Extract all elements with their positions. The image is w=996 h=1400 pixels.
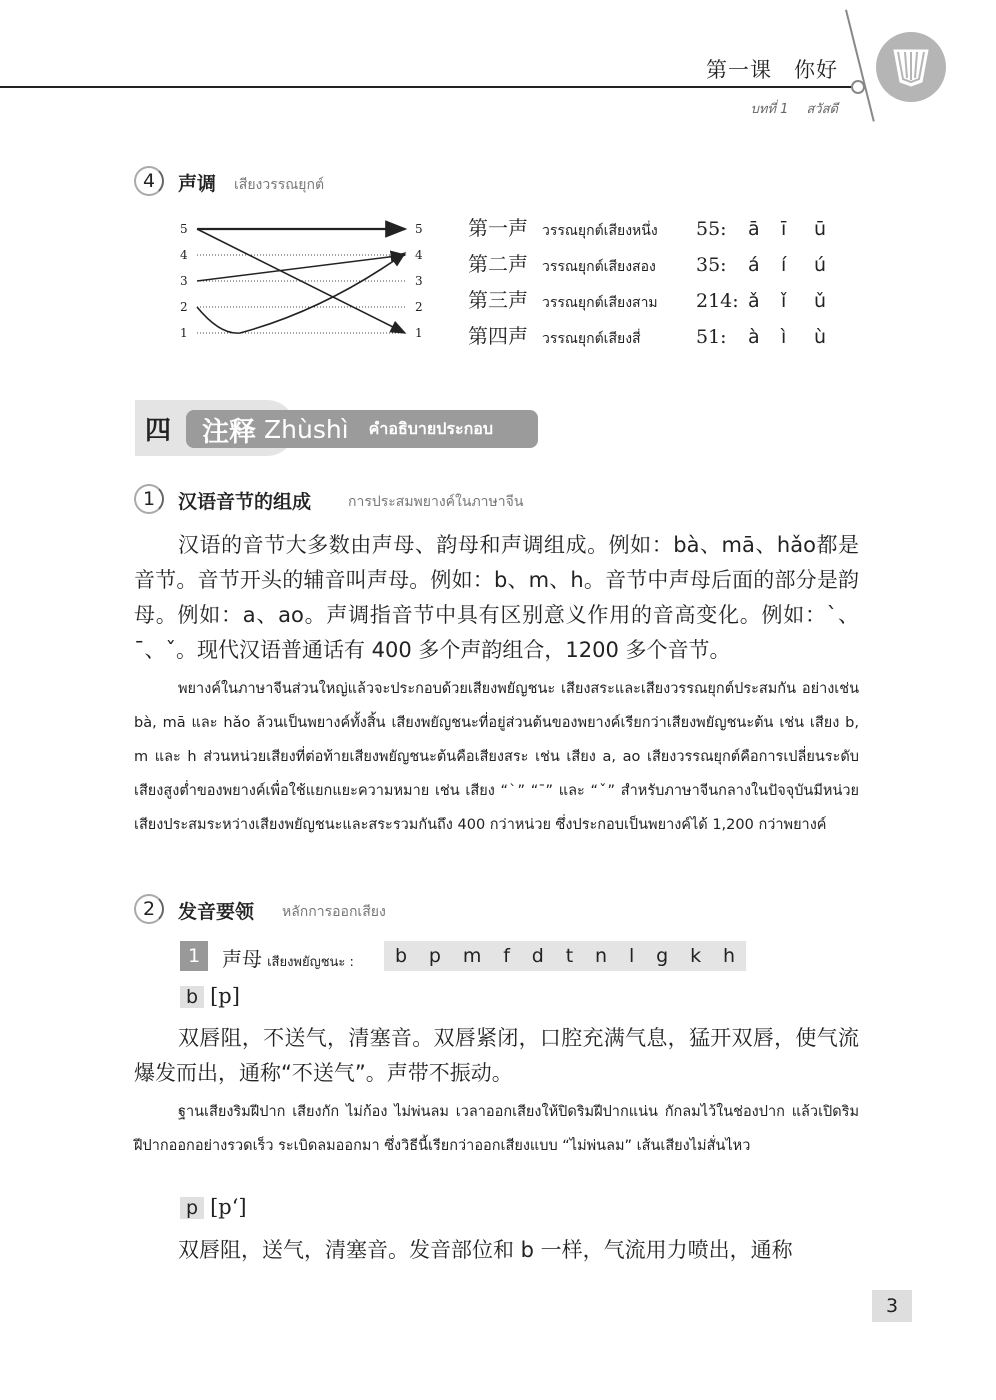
scale-left-5: 5 [180,222,188,236]
tone-name: 第二声 [468,252,528,276]
tone-thai: วรรณยุกต์เสียงสาม [542,295,658,311]
tone-thai: วรรณยุกต์เสียงหนึ่ง [542,223,658,239]
section-banner-number: 四 [144,415,171,446]
tone-contour-chart [175,215,435,345]
initials-label [222,943,354,972]
header-dot [851,80,865,94]
scale-right-2: 2 [415,300,423,314]
initial-letter: d [531,945,544,967]
initial-p-zh-paragraph: 双唇阻，送气，清塞音。发音部位和 b 一样，气流用力喷出，通称 [178,1238,793,1262]
tone-example: ū [814,218,827,240]
tone-row-4 [468,320,847,350]
initial-letter: l [628,945,635,967]
tone-example: ù [814,326,827,348]
tone-example: á [748,254,760,276]
scale-right-4: 4 [415,248,423,262]
initial-letter: g [656,945,669,967]
lesson-subtitle [751,98,838,119]
scale-right-5: 5 [415,222,423,236]
initial-letter: h [722,945,735,967]
tone-example: ǔ [814,290,827,312]
initial-p-heading [180,1195,247,1219]
initial-letter: m [462,945,482,967]
scale-right-3: 3 [415,274,423,288]
pronunciation-title-th: หลักการออกเสียง [282,904,386,920]
page-number: 3 [872,1290,912,1322]
tone3-contour [197,253,405,333]
initial-b-zh-paragraph: 双唇阻，不送气，清塞音。双唇紧闭，口腔充满气息，猛开双唇，使气流爆发而出，通称“不送气”。声带不振动。 [134,1026,859,1085]
initial-letter: n [595,945,608,967]
header-divider [845,10,875,122]
initials-list [384,941,746,971]
tone-value: 35: [696,254,727,276]
section-number-badge: 1 [134,484,164,514]
tone-name: 第四声 [468,324,528,348]
tone-example: ī [781,218,787,240]
tone-example: ā [748,218,760,240]
scale-left-2: 2 [180,300,188,314]
tone-example: ú [814,254,827,276]
initial-letter: p [428,945,441,967]
banner-title-th: คำอธิบายประกอบ [368,418,494,438]
tone-row-1 [468,212,847,242]
tone-value: 55: [696,218,727,240]
tone-thai: วรรณยุกต์เสียงสอง [542,259,656,275]
lesson-sub-title: สวัสดี [806,102,838,117]
initial-b-ipa: [p] [210,984,240,1008]
tone2-contour [197,255,405,281]
initial-letter: b [394,945,407,967]
section-banner [186,410,538,448]
initial-b-symbol: b [180,986,204,1008]
initial-b-heading [180,984,240,1008]
initial-p-ipa: [p‘] [210,1195,247,1219]
scale-left-1: 1 [180,326,188,340]
initials-label-th: เสียงพยัญชนะ : [267,955,354,970]
tone-example: ǎ [748,290,760,312]
tone-thai: วรรณยุกต์เสียงสี่ [542,331,641,347]
scale-left-4: 4 [180,248,188,262]
initial-b-th-paragraph: ฐานเสียงริมฝีปาก เสียงกัก ไม่ก้อง ไม่พ่นลม เวลาออกเสียงให้ปิดริมฝีปากแน่น กักลมไว้ในช่องปาก แล้วเปิดริมฝีปากออกอย่างรวดเร็ว ระเบิดลมออกมา ซึ่งวิธีนี้เรียกว่าออกเสียงแบบ “ไม่พ่นลม” เส้นเสียงไม่สั่นไหว [134,1104,859,1154]
banner-title-pinyin: Zhùshì [264,414,349,444]
tone-value: 214: [696,290,739,312]
initial-letter: k [690,945,702,967]
tone-example: ǐ [781,290,787,312]
syllable-title-zh: 汉语音节的组成 [178,491,312,513]
lesson-sub-number: บทที่ 1 [750,102,789,117]
tone-name: 第三声 [468,288,528,312]
tone-value: 51: [696,326,727,348]
initial-letter: t [565,945,574,967]
syllable-title-th: การประสมพยางค์ในภาษาจีน [348,494,524,510]
section-number-badge: 2 [134,894,164,924]
tone4-contour [197,229,405,333]
initials-label-zh: 声母 [222,947,262,971]
section-number-badge: 4 [134,166,164,196]
banner-title-zh: 注释 [202,416,256,448]
syllable-zh-paragraph: 汉语的音节大多数由声母、韵母和声调组成。例如：bà、mā、hǎo都是音节。音节开头的辅音叫声母。例如：b、m、h。音节中声母后面的部分是韵母。例如：a、ao。声调指音节中具有区别意义作用的音高变化。例如：ˋ、ˉ、ˇ。现代汉语普通话有 400 多个声韵组合，1200 多个音节。 [134,533,859,662]
tone-row-2 [468,248,847,278]
book-logo-icon [876,32,946,102]
lesson-title: 第一课 你好 [706,58,838,82]
initial-p-symbol: p [180,1197,204,1219]
tone-example: í [781,254,787,276]
tone-name: 第一声 [468,216,528,240]
scale-left-3: 3 [180,274,188,288]
pronunciation-title-zh: 发音要领 [178,901,255,923]
syllable-th-paragraph: พยางค์ในภาษาจีนส่วนใหญ่แล้วจะประกอบด้วยเสียงพยัญชนะ เสียงสระและเสียงวรรณยุกต์ประสมกัน อย่างเช่น bà, mā และ hǎo ล้วนเป็นพยางค์ทั้งสิ้น เสียงพยัญชนะที่อยู่ส่วนต้นของพยางค์เรียกว่าเสียงพยัญชนะต้น เช่น เสียง b, m และ h ส่วนหน่วยเสียงที่ต่อท้ายเสียงพยัญชนะต้นคือเสียงสระ เช่น เสียง a, ao เสียงวรรณยุกต์คือการเปลี่ยนระดับเสียงสูงต่ำของพยางค์เพื่อใช้แยกแยะความหมาย เช่น เสียง “ˋ” “ˉ” และ “ˇ” สำหรับภาษาจีนกลางในปัจจุบันมีหน่วยเสียงประสมระหว่างเสียงพยัญชนะและสระรวมกันถึง 400 กว่าหน่วย ซึ่งประกอบเป็นพยางค์ได้ 1,200 กว่าพยางค์ [134,681,859,833]
header-rule [0,86,858,88]
tone-example: ì [781,326,787,348]
initial-letter: f [503,945,510,967]
initials-number: 1 [180,941,208,971]
tones-title-zh: 声调 [178,173,217,195]
tone-row-3 [468,284,847,314]
scale-right-1: 1 [415,326,423,340]
tones-title-th: เสียงวรรณยุกต์ [234,177,325,193]
tone-example: à [748,326,760,348]
